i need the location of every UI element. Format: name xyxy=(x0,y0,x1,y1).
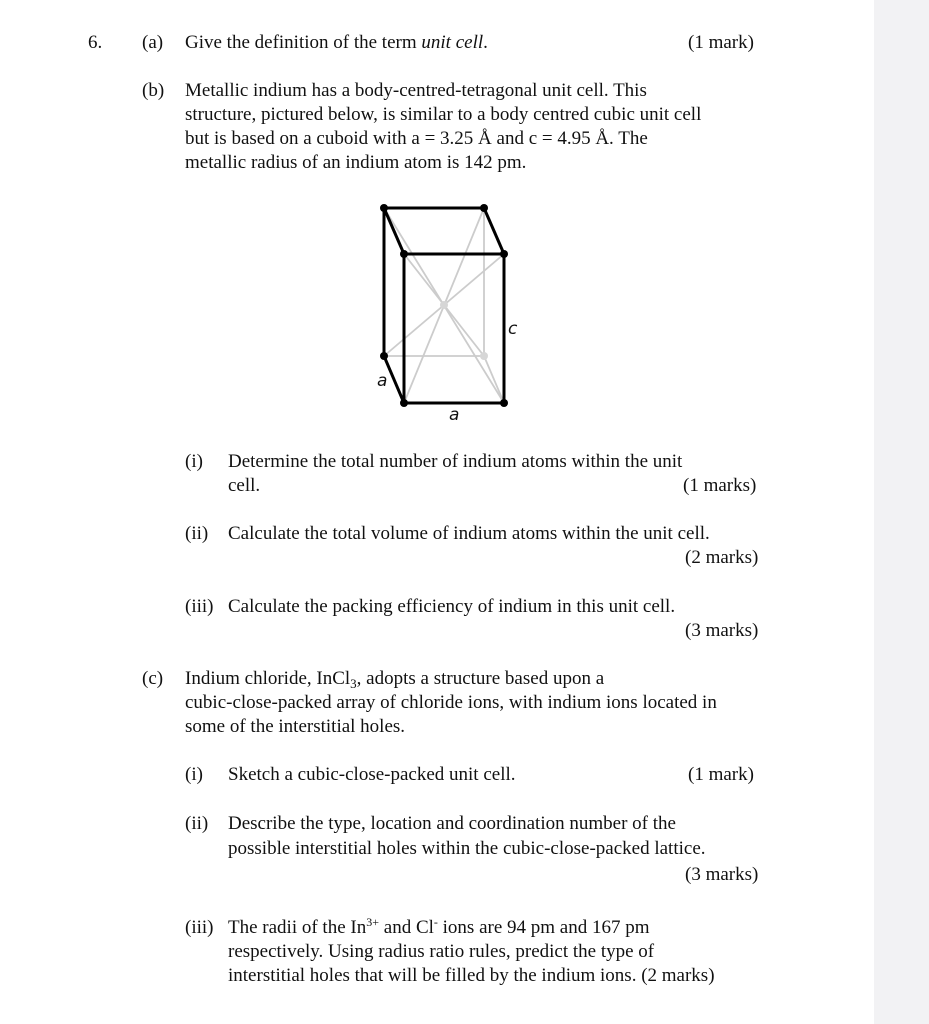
label-a-bottom: a xyxy=(449,405,460,425)
hidden-corner-atom xyxy=(480,352,488,360)
side-scroll-strip xyxy=(874,0,929,1024)
part-b-line-4: metallic radius of an indium atom is 142 pm. xyxy=(185,152,527,173)
part-b-i-line-2: cell. xyxy=(228,475,261,496)
corner-atom xyxy=(380,352,388,360)
label-c: c xyxy=(508,319,518,339)
body-centre-atom xyxy=(440,301,448,309)
part-c-iii-label: (iii) xyxy=(185,917,214,938)
part-b-iii-text: Calculate the packing efficiency of indium in this unit cell. xyxy=(228,596,676,617)
part-b-i-line-1: Determine the total number of indium atoms within the unit xyxy=(228,451,683,472)
part-c-i-text: Sketch a cubic-close-packed unit cell. xyxy=(228,764,516,785)
atoms xyxy=(380,204,508,407)
part-b-iii-marks: (3 marks) xyxy=(685,620,759,641)
part-c-line-2: cubic-close-packed array of chloride ions, with indium ions located in xyxy=(185,692,717,713)
part-a-label: (a) xyxy=(142,32,164,53)
corner-atom xyxy=(480,204,488,212)
part-b-ii-text: Calculate the total volume of indium atoms within the unit cell. xyxy=(228,523,710,544)
part-c-label: (c) xyxy=(142,668,164,689)
part-c-i-label: (i) xyxy=(185,764,203,785)
part-c-ii-line-2: possible interstitial holes within the cubic-close-packed lattice. xyxy=(228,838,706,859)
corner-atom xyxy=(400,250,408,258)
corner-atom xyxy=(400,399,408,407)
part-b-label: (b) xyxy=(142,80,165,101)
part-b-line-3: but is based on a cuboid with a = 3.25 Å and c = 4.95 Å. The xyxy=(185,128,648,149)
part-c-iii-line-2: respectively. Using radius ratio rules, predict the type of xyxy=(228,941,655,962)
part-c-ii-marks: (3 marks) xyxy=(685,864,759,885)
part-c-ii-label: (ii) xyxy=(185,813,209,834)
part-b-iii-label: (iii) xyxy=(185,596,214,617)
part-c-iii-line-1: The radii of the $In^{3+}$ and Cl- ions are 94 pm and 167 pm xyxy=(228,915,650,938)
corner-atom xyxy=(500,399,508,407)
part-a-marks: (1 mark) xyxy=(688,32,754,53)
part-b-line-2: structure, pictured below, is similar to a body centred cubic unit cell xyxy=(185,104,702,125)
part-b-ii-label: (ii) xyxy=(185,523,209,544)
part-c-line-3: some of the interstitial holes. xyxy=(185,716,406,737)
part-a-term: unit cell xyxy=(421,32,484,53)
bct-unit-cell-diagram xyxy=(360,192,540,432)
part-a-text: Give the definition of the term unit cell. xyxy=(185,32,488,53)
label-a-side: a xyxy=(377,371,388,391)
part-b-i-marks: (1 marks) xyxy=(683,475,757,496)
part-c-line-1: Indium chloride, InCl$_3$, adopts a structure based upon a xyxy=(185,668,605,691)
part-b-line-1: Metallic indium has a body-centred-tetragonal unit cell. This xyxy=(185,80,647,101)
part-c-i-marks: (1 mark) xyxy=(688,764,754,785)
part-c-ii-line-1: Describe the type, location and coordination number of the xyxy=(228,813,676,834)
part-c-iii-line-3: interstitial holes that will be filled by the indium ions. (2 marks) xyxy=(228,965,715,986)
part-b-ii-marks: (2 marks) xyxy=(685,547,759,568)
question-number: 6. xyxy=(88,32,103,53)
corner-atom xyxy=(380,204,388,212)
corner-atom xyxy=(500,250,508,258)
part-b-i-label: (i) xyxy=(185,451,203,472)
